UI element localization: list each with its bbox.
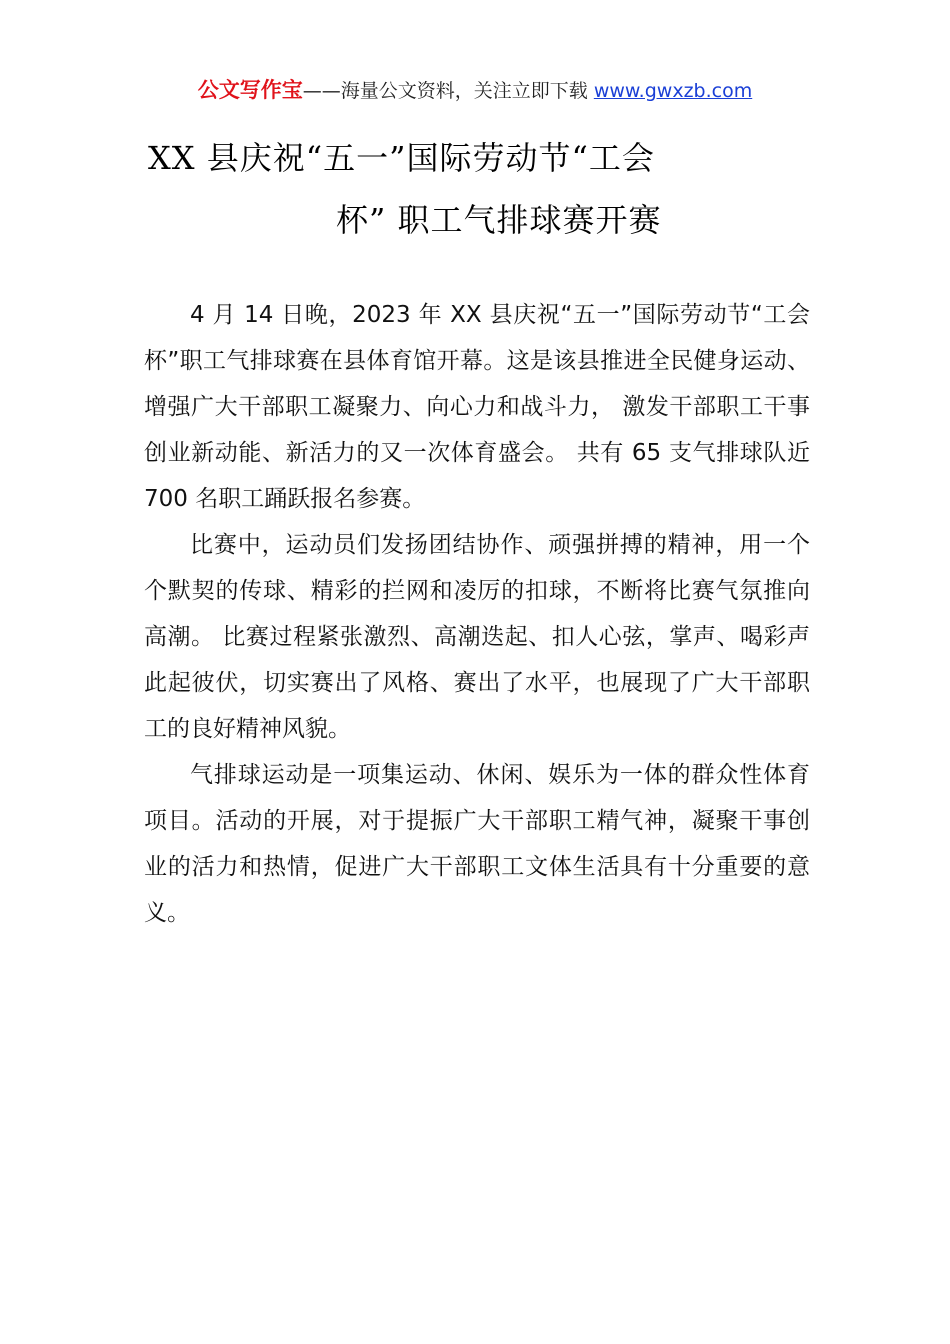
article-title-line-2: 杯” 职工气排球赛开赛 [336, 201, 662, 239]
page-header [0, 76, 950, 105]
article-title-line-1: XX 县庆祝“五一”国际劳动节“工会 [148, 139, 655, 177]
article-body [144, 292, 810, 936]
paragraph: 4 月 14 日晚，2023 年 XX 县庆祝“五一”国际劳动节“工会杯”职工气排球赛在县体育馆开幕。这是该县推进全民健身运动、增强广大干部职工凝聚力、向心力和战斗力， 激发干部职工干事创业新动能、新活力的又一次体育盛会。 共有 65 支气排球队近 700 名职工踊跃报名参赛。 [144, 302, 810, 512]
paragraph: 气排球运动是一项集运动、休闲、娱乐为一体的群众性体育项目。活动的开展，对于提振广大干部职工精气神，凝聚干事创业的活力和热情，促进广大干部职工文体生活具有十分重要的意义。 [144, 762, 810, 926]
brand-name: 公文写作宝 [197, 78, 303, 102]
website-link[interactable]: www.gwxzb.com [593, 80, 753, 102]
header-tagline: ——海量公文资料，关注立即下载 [302, 80, 594, 102]
paragraph: 比赛中，运动员们发扬团结协作、顽强拼搏的精神，用一个个默契的传球、精彩的拦网和凌厉的扣球，不断将比赛气氛推向高潮。 比赛过程紧张激烈、高潮迭起、扣人心弦，掌声、喝彩声此起彼伏，切实赛出了风格、赛出了水平，也展现了广大干部职工的良好精神风貌。 [144, 532, 810, 742]
